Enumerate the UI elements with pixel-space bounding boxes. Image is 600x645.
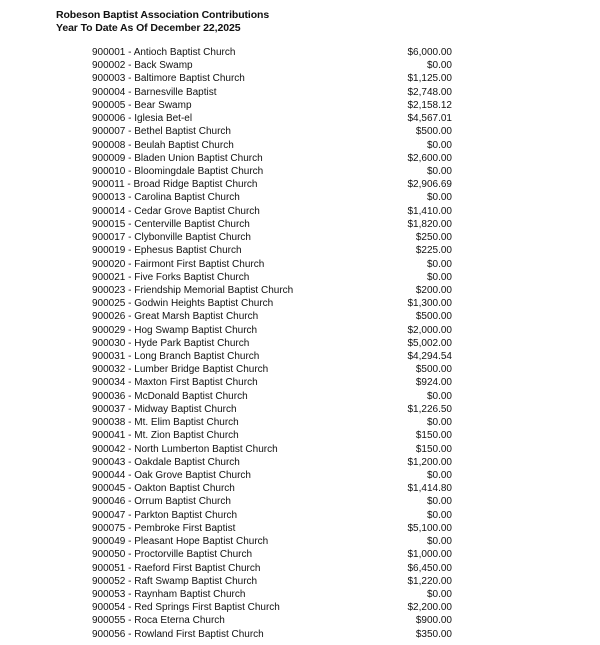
list-item (92, 482, 452, 495)
contribution-amount: $0.00 (426, 509, 452, 521)
contribution-amount: $0.00 (426, 588, 452, 600)
contribution-amount: $150.00 (415, 430, 452, 442)
list-item (92, 522, 452, 535)
list-item (92, 456, 452, 469)
church-name: 900054 - Red Springs First Baptist Church (92, 602, 280, 614)
church-name: 900037 - Midway Baptist Church (92, 403, 237, 415)
contribution-amount: $1,000.00 (407, 549, 452, 561)
list-item (92, 165, 452, 178)
list-item (92, 390, 452, 403)
church-name: 900055 - Roca Eterna Church (92, 615, 225, 627)
church-name: 900003 - Baltimore Baptist Church (92, 73, 245, 85)
church-name: 900025 - Godwin Heights Baptist Church (92, 298, 274, 310)
contribution-amount: $0.00 (426, 496, 452, 508)
church-name: 900043 - Oakdale Baptist Church (92, 456, 240, 468)
contribution-amount: $0.00 (426, 470, 452, 481)
list-item (92, 310, 452, 323)
contribution-amount: $0.00 (426, 271, 452, 283)
contribution-amount: $2,200.00 (407, 602, 452, 614)
contribution-amount: $0.00 (426, 390, 452, 402)
list-item (92, 601, 452, 614)
church-name: 900044 - Oak Grove Baptist Church (92, 470, 251, 481)
list-item (92, 429, 452, 442)
list-item (92, 443, 452, 456)
contribution-amount: $150.00 (415, 443, 452, 455)
list-item (92, 575, 452, 588)
church-name: 900036 - McDonald Baptist Church (92, 390, 248, 402)
contribution-amount: $1,410.00 (407, 205, 452, 217)
list-item (92, 218, 452, 231)
list-item (92, 112, 452, 125)
list-item (92, 191, 452, 204)
contribution-amount: $1,125.00 (407, 73, 452, 85)
church-name: 900038 - Mt. Elim Baptist Church (92, 417, 239, 429)
church-name: 900006 - Iglesia Bet-el (92, 113, 193, 125)
church-name: 900046 - Orrum Baptist Church (92, 496, 231, 508)
contribution-amount: $1,200.00 (407, 456, 452, 468)
church-name: 900002 - Back Swamp (92, 60, 193, 72)
contribution-amount: $6,000.00 (407, 47, 452, 58)
list-item (92, 244, 452, 257)
church-name: 900042 - North Lumberton Baptist Church (92, 443, 278, 455)
church-name: 900001 - Antioch Baptist Church (92, 47, 236, 58)
contribution-amount: $4,567.01 (407, 113, 452, 125)
list-item (92, 178, 452, 191)
list-item (92, 231, 452, 244)
contribution-amount: $2,000.00 (407, 324, 452, 336)
church-name: 900049 - Pleasant Hope Baptist Church (92, 536, 269, 548)
contributions-list (92, 46, 452, 641)
contribution-amount: $250.00 (415, 232, 452, 244)
church-name: 900034 - Maxton First Baptist Church (92, 377, 258, 389)
contribution-amount: $0.00 (426, 60, 452, 72)
contribution-amount: $500.00 (415, 126, 452, 138)
list-item (92, 139, 452, 152)
list-item (92, 350, 452, 363)
list-item (92, 495, 452, 508)
contribution-amount: $0.00 (426, 258, 452, 270)
list-item (92, 258, 452, 271)
report-title: Robeson Baptist Association Contributions (56, 9, 270, 21)
list-item (92, 363, 452, 376)
contribution-amount: $0.00 (426, 139, 452, 151)
list-item (92, 376, 452, 389)
church-name: 900053 - Raynham Baptist Church (92, 588, 246, 600)
contribution-amount: $1,226.50 (407, 403, 452, 415)
church-name: 900017 - Clybonville Baptist Church (92, 232, 251, 244)
church-name: 900005 - Bear Swamp (92, 99, 192, 111)
church-name: 900019 - Ephesus Baptist Church (92, 245, 242, 257)
list-item (92, 416, 452, 429)
church-name: 900045 - Oakton Baptist Church (92, 483, 235, 495)
contribution-amount: $500.00 (415, 364, 452, 376)
church-name: 900014 - Cedar Grove Baptist Church (92, 205, 260, 217)
list-item (92, 324, 452, 337)
church-name: 900010 - Bloomingdale Baptist Church (92, 165, 264, 177)
contribution-amount: $6,450.00 (407, 562, 452, 574)
list-item (92, 297, 452, 310)
church-name: 900026 - Great Marsh Baptist Church (92, 311, 259, 323)
church-name: 900031 - Long Branch Baptist Church (92, 351, 260, 363)
church-name: 900007 - Bethel Baptist Church (92, 126, 231, 138)
church-name: 900023 - Friendship Memorial Baptist Church (92, 284, 294, 296)
church-name: 900011 - Broad Ridge Baptist Church (92, 179, 258, 191)
list-item (92, 46, 452, 59)
church-name: 900047 - Parkton Baptist Church (92, 509, 238, 521)
church-name: 900075 - Pembroke First Baptist (92, 522, 236, 534)
contribution-amount: $1,220.00 (407, 575, 452, 587)
list-item (92, 72, 452, 85)
contribution-amount: $4,294.54 (407, 351, 452, 363)
list-item (92, 284, 452, 297)
contribution-amount: $0.00 (426, 165, 452, 177)
contribution-amount: $200.00 (415, 284, 452, 296)
contribution-amount: $1,820.00 (407, 218, 452, 230)
list-item (92, 86, 452, 99)
list-item (92, 99, 452, 112)
list-item (92, 152, 452, 165)
church-name: 900009 - Bladen Union Baptist Church (92, 152, 263, 164)
contribution-amount: $2,906.69 (407, 179, 452, 191)
church-name: 900021 - Five Forks Baptist Church (92, 271, 250, 283)
contribution-amount: $225.00 (415, 245, 452, 257)
list-item (92, 469, 452, 482)
contribution-amount: $924.00 (415, 377, 452, 389)
contribution-amount: $500.00 (415, 311, 452, 323)
report-header (56, 9, 269, 35)
list-item (92, 562, 452, 575)
church-name: 900041 - Mt. Zion Baptist Church (92, 430, 239, 442)
contribution-amount: $0.00 (426, 192, 452, 204)
church-name: 900051 - Raeford First Baptist Church (92, 562, 261, 574)
list-item (92, 535, 452, 548)
contribution-amount: $5,002.00 (407, 337, 452, 349)
contribution-amount: $5,100.00 (407, 522, 452, 534)
church-name: 900015 - Centerville Baptist Church (92, 218, 250, 230)
list-item (92, 59, 452, 72)
list-item (92, 205, 452, 218)
church-name: 900029 - Hog Swamp Baptist Church (92, 324, 258, 336)
church-name: 900056 - Rowland First Baptist Church (92, 628, 264, 640)
church-name: 900020 - Fairmont First Baptist Church (92, 258, 265, 270)
contribution-amount: $1,300.00 (407, 298, 452, 310)
church-name: 900050 - Proctorville Baptist Church (92, 549, 253, 561)
list-item (92, 271, 452, 284)
report-subtitle: Year To Date As Of December 22,2025 (56, 22, 241, 34)
contribution-amount: $0.00 (426, 417, 452, 429)
contribution-amount: $350.00 (415, 628, 452, 640)
list-item (92, 337, 452, 350)
list-item (92, 588, 452, 601)
list-item (92, 614, 452, 627)
church-name: 900004 - Barnesville Baptist (92, 86, 217, 98)
contribution-amount: $900.00 (415, 615, 452, 627)
contribution-amount: $1,414.80 (407, 483, 452, 495)
list-item (92, 125, 452, 138)
church-name: 900032 - Lumber Bridge Baptist Church (92, 364, 269, 376)
list-item (92, 403, 452, 416)
church-name: 900008 - Beulah Baptist Church (92, 139, 234, 151)
church-name: 900030 - Hyde Park Baptist Church (92, 337, 250, 349)
church-name: 900052 - Raft Swamp Baptist Church (92, 575, 258, 587)
contribution-amount: $2,158.12 (407, 99, 452, 111)
list-item (92, 548, 452, 561)
contribution-amount: $0.00 (426, 536, 452, 548)
church-name: 900013 - Carolina Baptist Church (92, 192, 240, 204)
contribution-amount: $2,748.00 (407, 86, 452, 98)
contribution-amount: $2,600.00 (407, 152, 452, 164)
list-item (92, 628, 452, 641)
list-item (92, 509, 452, 522)
